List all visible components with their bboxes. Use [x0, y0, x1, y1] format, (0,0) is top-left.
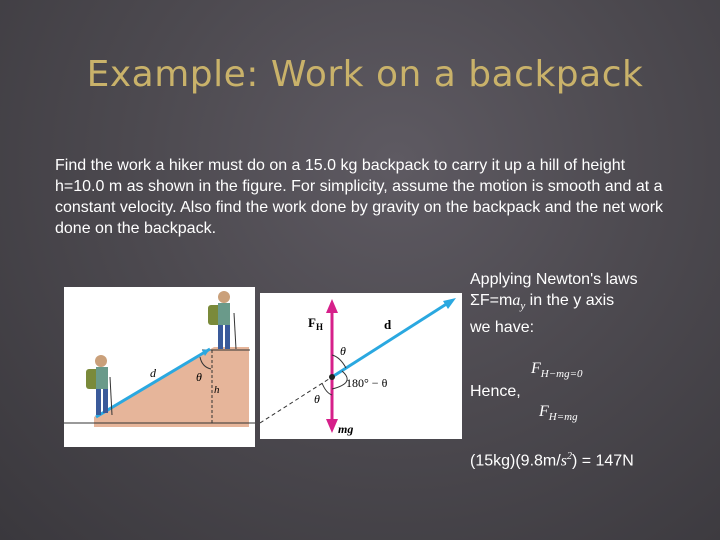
figure2-label-d: d [384, 317, 392, 332]
hiker-upper [208, 291, 236, 349]
hiker-lower [86, 355, 112, 415]
hiker-hill-figure [64, 287, 255, 447]
figure2-label-mg: mg [338, 422, 354, 436]
mg-arrowhead [326, 419, 338, 433]
figure2-label-theta-bottom: θ [314, 392, 320, 406]
force-diagram-illustration [260, 293, 462, 439]
fh-label: $F_H$ [308, 315, 323, 332]
displacement-vector-d [332, 303, 448, 377]
hill-shape [94, 347, 249, 427]
figure1-label-h: h [214, 384, 220, 396]
force-diagram-figure [260, 293, 462, 439]
fh-arrowhead [326, 299, 338, 313]
figure1-label-theta: θ [196, 370, 202, 384]
newton-line1: Applying Newton's laws [470, 271, 638, 288]
result-calculation: $(15kg)(9.8m/s^2) = 147N$ [470, 451, 634, 470]
figure2-label-180: 180° − θ [346, 376, 388, 390]
newton-line2: $\Sigma F=ma_y$ in the y axis [470, 292, 615, 313]
problem-statement: Find the work a hiker must do on a 15.0 kg backpack to carry it up a hill of height h=10.0 m as shown in the figure. For simplicity, assume the motion is smooth and at a constant velocity. Also find the work done by gravity on the backpack and the net work done on the backpack. [55, 157, 664, 237]
newton-explanation [470, 269, 638, 338]
formula-fh-equals-mg: $F_{H=mg}$ [539, 403, 578, 424]
formula-equilibrium: $F_{H-mg=0}$ [531, 360, 583, 381]
origin-point [329, 374, 335, 380]
dashed-extension [260, 377, 332, 423]
newton-line3: we have: [470, 319, 535, 337]
figure2-label-theta-top: θ [340, 344, 346, 358]
hence-label: Hence, [470, 383, 521, 400]
d-arrowhead [443, 298, 456, 309]
hiker-hill-illustration [64, 287, 255, 447]
slide-title: Example: Work on a backpack [86, 54, 644, 95]
figure1-label-d: d [150, 366, 156, 380]
